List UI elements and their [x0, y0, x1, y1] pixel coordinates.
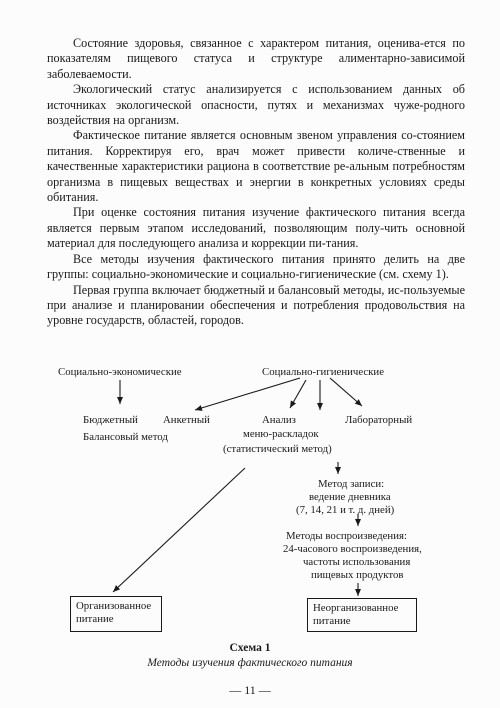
arrow-to-lab: [330, 378, 362, 406]
recall-line1: Методы воспроизведения:: [286, 530, 407, 542]
record-line1: Метод записи:: [318, 478, 385, 490]
arrow-to-organized: [113, 468, 245, 592]
paragraph: Экологический статус анализируется с использованием данных об источниках экологической опасности, путях и механизмах чуже-родного воздействия на организм.: [47, 82, 465, 128]
unorganized-line2: питание: [313, 615, 351, 627]
page-number: — 11 —: [229, 683, 271, 697]
organized-line1: Организованное: [76, 600, 152, 612]
paragraph: Первая группа включает бюджетный и балансовый методы, ис-пользуемые при анализе и планировании обеспечения и потребления продовольствия на уровне государств, областей, городов.: [47, 282, 465, 328]
recall-line4: пищевых продуктов: [311, 569, 404, 581]
record-line2: ведение дневника: [309, 491, 391, 503]
method-menu-line1: Анализ: [262, 414, 296, 426]
method-questionnaire: Анкетный: [163, 414, 210, 426]
group-socioeconomic: Социально-экономические: [58, 366, 182, 378]
organized-line2: питание: [76, 613, 114, 625]
group-sociohygienic: Социально-гигиенические: [262, 366, 384, 378]
method-menu-line2: меню-раскладок: [243, 428, 319, 440]
paragraph: Состояние здоровья, связанное с характером питания, оценива-ется по показателям пищевого статуса и структуре алиментарно-зависимой заболеваемости.: [47, 36, 465, 81]
recall-line3: частоты использования: [303, 556, 411, 568]
arrow-to-questionnaire: [195, 378, 300, 410]
unorganized-line1: Неорганизованное: [313, 602, 399, 614]
method-budget: Бюджетный: [83, 414, 138, 426]
method-lab: Лабораторный: [345, 414, 413, 426]
method-balance: Балансовый метод: [83, 431, 168, 443]
record-line3: (7, 14, 21 и т. д. дней): [296, 504, 395, 516]
scheme-caption-subtitle: Методы изучения фактического питания: [147, 657, 353, 669]
paragraph: Фактическое питание является основным звеном управления со-стоянием питания. Корректируя его, врач может привести количе-ственные и качественные характеристики рациона в соответствие ре-альным потребностям организма в пищевых веществах и энергии в конкретных условиях среды обитания.: [47, 128, 465, 205]
paragraph: Все методы изучения фактического питания принято делить на две группы: социально-экономические и социально-гигиенические (см. схему 1).: [47, 251, 465, 282]
paragraph: При оценке состояния питания изучение фактического питания всегда является первым этапом исследований, позволяющим полу-чить основной материал для последующего анализа и коррекции пи-тания.: [47, 205, 465, 251]
organized-food-box: [70, 596, 162, 632]
arrow-to-menu: [290, 380, 306, 408]
recall-line2: 24-часового воспроизведения,: [283, 543, 422, 555]
unorganized-food-box: [307, 598, 417, 632]
scheme-caption-title: Схема 1: [229, 642, 271, 654]
method-menu-line3: (статистический метод): [223, 443, 332, 455]
